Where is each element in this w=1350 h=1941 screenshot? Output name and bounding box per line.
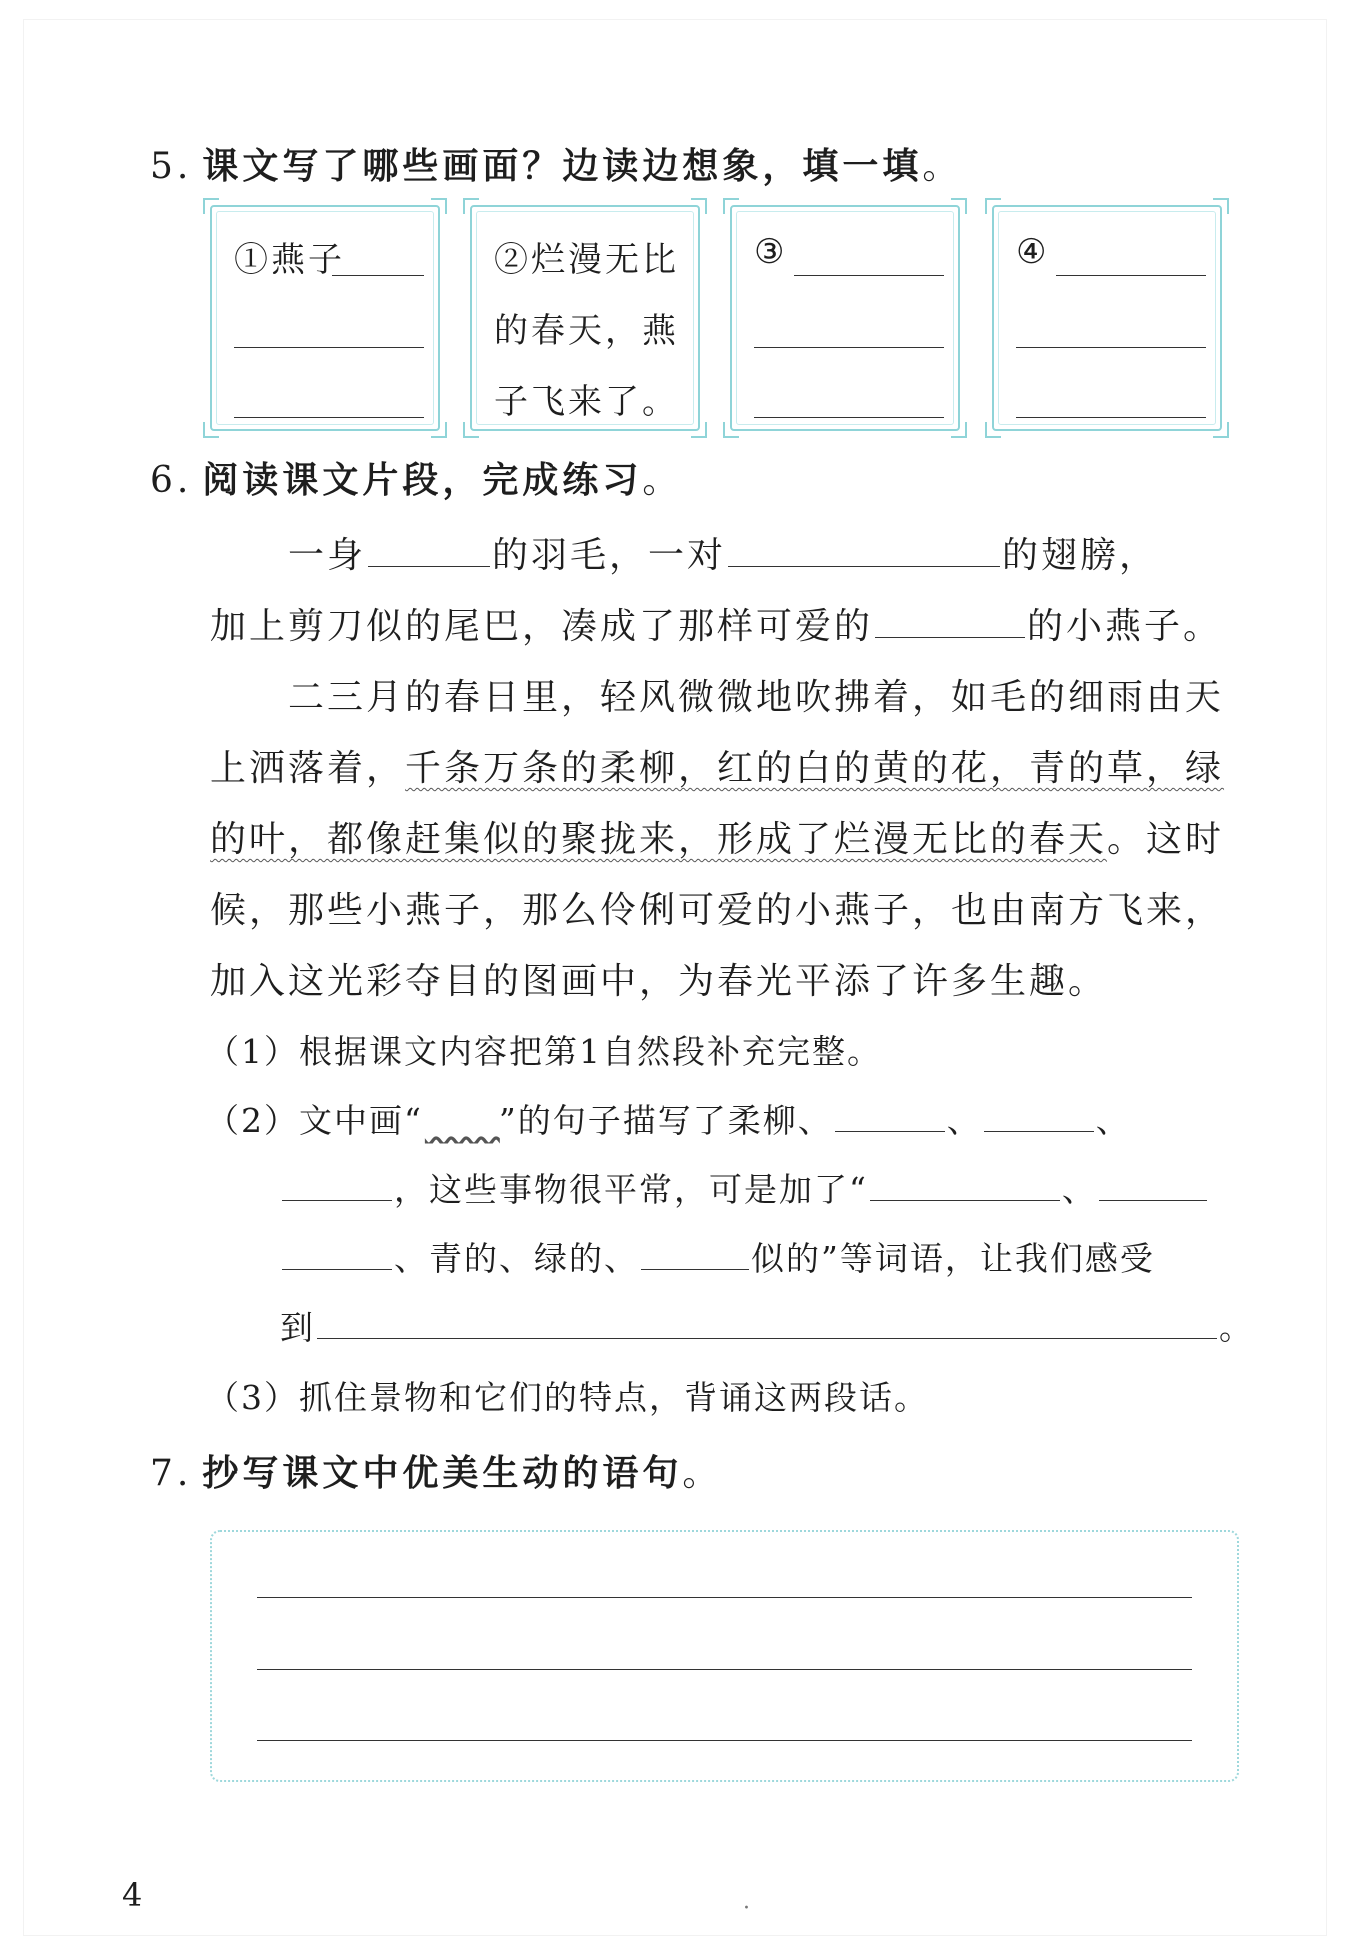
q7-writing-line-1[interactable] — [257, 1597, 1192, 1598]
q6-heading: 6. 阅读课文片段，完成练习。 — [150, 459, 683, 501]
q5-card-1-blank-3[interactable] — [234, 417, 424, 418]
q6-p2-line-2: 上洒落着，千条万条的柔柳，红的白的黄的花，青的草，绿 — [210, 748, 1225, 789]
q6-sub2-blank-2[interactable] — [984, 1131, 1094, 1132]
q6-wavy-sentence-2: 的叶，都像赶集似的聚拢来，形成了烂漫无比的春天 — [210, 819, 1108, 860]
q7-writing-box — [210, 1530, 1239, 1782]
q6-sub2-blank-4[interactable] — [870, 1200, 1060, 1201]
q5-card-2 — [470, 205, 700, 431]
q5-number: 5. — [150, 146, 193, 187]
q5-heading: 5. 课文写了哪些画面？边读边想象，填一填。 — [150, 145, 963, 187]
q6-sub-2-line-3: 、青的、绿的、 似的”等词语，让我们感受 — [280, 1233, 1155, 1280]
q6-sub2-blank-7[interactable] — [641, 1269, 749, 1270]
q5-title: 课文写了哪些画面？边读边想象，填一填 — [202, 145, 923, 187]
q7-writing-line-2[interactable] — [257, 1669, 1192, 1670]
q5-card-2-line-1: ②烂漫无比 — [494, 240, 679, 280]
q5-card-3-blank-3[interactable] — [754, 417, 944, 418]
q6-sub-1: （1）根据课文内容把第1自然段补充完整。 — [206, 1032, 882, 1071]
q5-card-4 — [992, 205, 1222, 431]
q6-p2-line-4: 候，那些小燕子，那么伶俐可爱的小燕子，也由南方飞来， — [210, 890, 1225, 931]
q5-card-2-line-3: 子飞来了。 — [494, 382, 679, 422]
q6-p1-blank-2[interactable] — [728, 566, 1000, 567]
q5-card-1-blank-1[interactable] — [332, 275, 424, 276]
q7-heading: 7. 抄写课文中优美生动的语句。 — [150, 1452, 723, 1494]
q6-p1-line-2: 加上剪刀似的尾巴，凑成了那样可爱的 的小燕子。 — [210, 606, 1223, 647]
q6-sub-2-line-4: 到 。 — [280, 1308, 1254, 1347]
q6-p1-line-1: 一身 的羽毛，一对 的翅膀， — [288, 535, 1159, 576]
q5-card-3 — [730, 205, 960, 431]
q6-sub2-blank-5[interactable] — [1099, 1200, 1207, 1201]
q6-p1-blank-1[interactable] — [368, 566, 490, 567]
footer-dot: · — [743, 1896, 750, 1921]
q6-title: 阅读课文片段，完成练习 — [202, 459, 643, 501]
q5-card-4-blank-3[interactable] — [1016, 417, 1206, 418]
q6-sub2-blank-8[interactable] — [317, 1338, 1217, 1339]
q5-card-1-blank-2[interactable] — [234, 347, 424, 348]
q5-card-1 — [210, 205, 440, 431]
q6-sub-3: （3）抓住景物和它们的特点，背诵这两段话。 — [206, 1378, 929, 1417]
q6-sub-2-line-2: ，这些事物很平常，可是加了“ 、 — [280, 1164, 1209, 1211]
q5-card-3-marker: ③ — [754, 232, 788, 272]
page-number: 4 — [122, 1876, 143, 1914]
q6-sub2-blank-3[interactable] — [282, 1200, 392, 1201]
q6-sub2-blank-6[interactable] — [282, 1269, 392, 1270]
q6-p2-line-1: 二三月的春日里，轻风微微地吹拂着，如毛的细雨由天 — [288, 677, 1225, 718]
q5-card-3-blank-1[interactable] — [794, 275, 944, 276]
q6-sub-2-line-1: （2）文中画“​ ”的句子描写了柔柳、 、 、 — [206, 1101, 1131, 1140]
q6-p1-blank-3[interactable] — [875, 637, 1025, 638]
q6-p2-line-3: 的叶，都像赶集似的聚拢来，形成了烂漫无比的春天。这时 — [210, 819, 1225, 860]
q5-card-4-blank-2[interactable] — [1016, 347, 1206, 348]
q7-writing-line-3[interactable] — [257, 1740, 1192, 1741]
q5-card-1-text: ①燕子 — [234, 240, 345, 280]
q7-title: 抄写课文中优美生动的语句 — [202, 1452, 683, 1494]
q5-card-3-blank-2[interactable] — [754, 347, 944, 348]
q5-card-4-marker: ④ — [1016, 232, 1050, 272]
q5-card-4-blank-1[interactable] — [1056, 275, 1206, 276]
q6-p2-line-5: 加入这光彩夺目的图画中，为春光平添了许多生趣。 — [210, 961, 1108, 1002]
q5-card-2-line-2: 的春天，燕 — [494, 311, 679, 351]
q6-sub2-blank-1[interactable] — [835, 1131, 945, 1132]
q6-number: 6. — [150, 460, 193, 501]
q6-wavy-sentence-1: 千条万条的柔柳，红的白的黄的花，青的草，绿 — [405, 748, 1225, 789]
q7-number: 7. — [150, 1453, 193, 1494]
